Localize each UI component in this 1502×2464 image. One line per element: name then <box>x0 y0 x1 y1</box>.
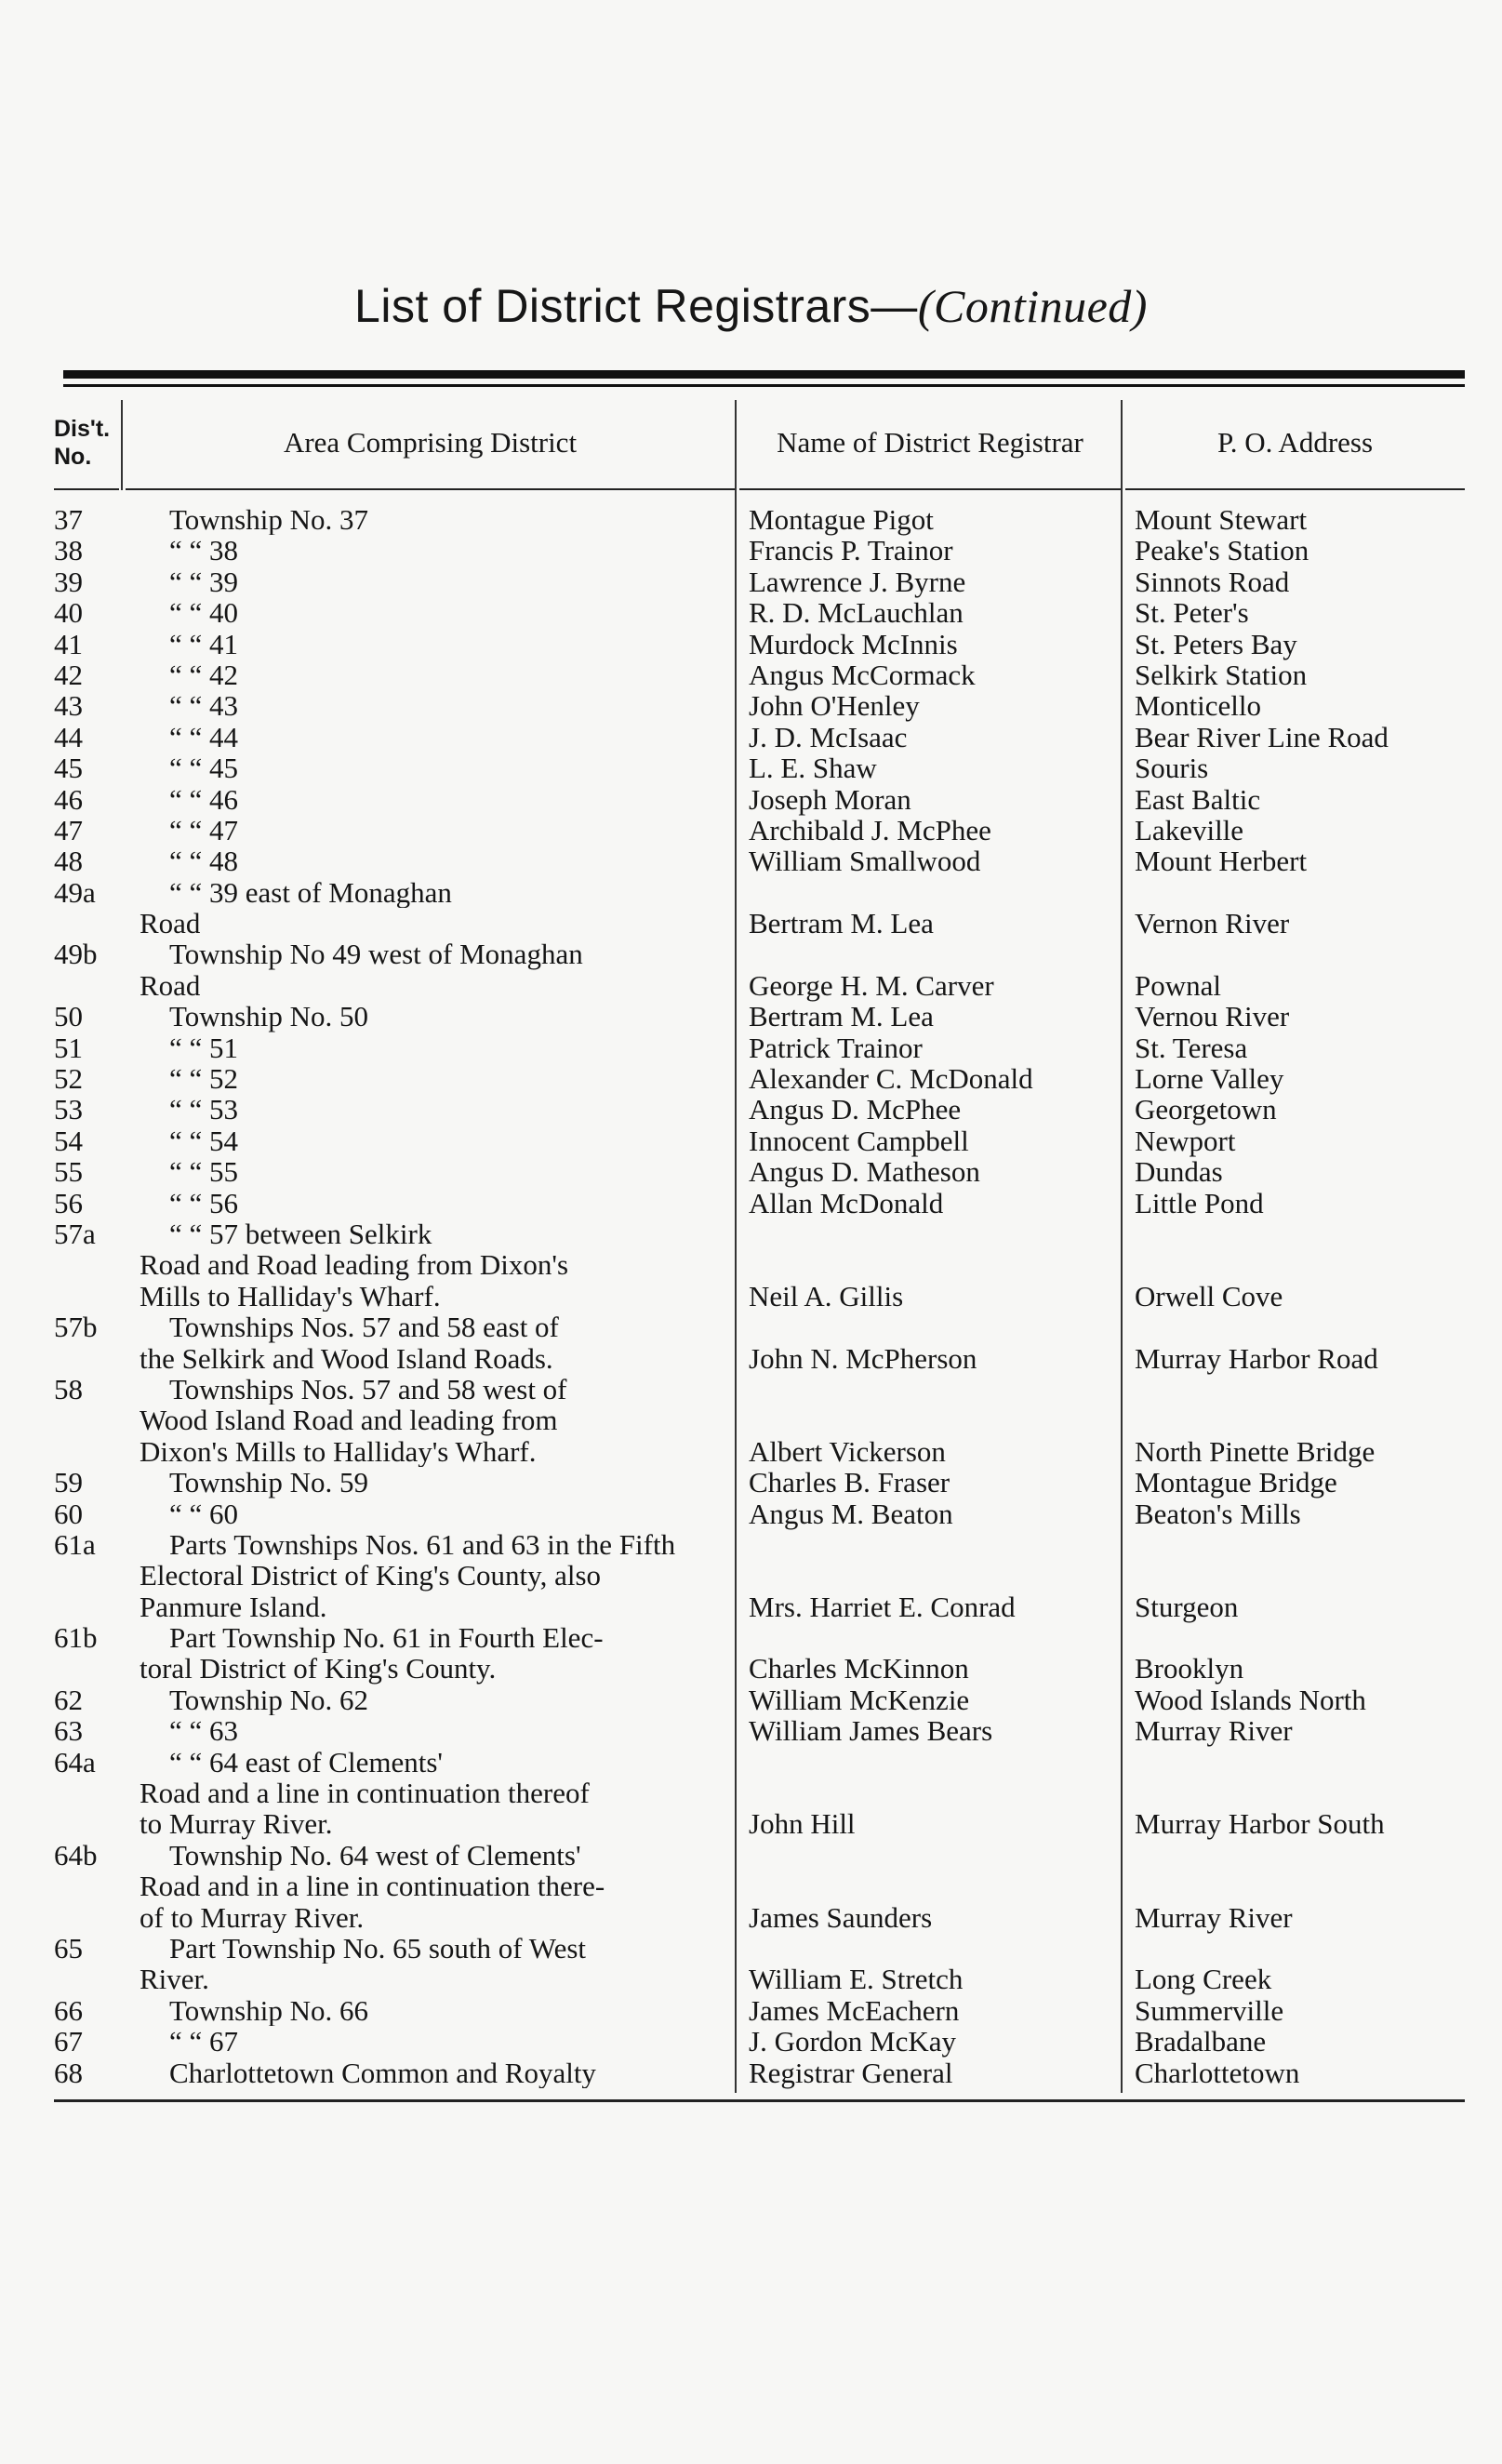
table-row <box>0 970 1502 1001</box>
table-row <box>0 1871 1502 1901</box>
area-cell: Part Township No. 65 south of West <box>169 1932 587 1965</box>
table-row <box>0 877 1502 908</box>
address-cell: Mount Stewart <box>1135 503 1308 536</box>
table-row <box>0 1312 1502 1342</box>
area-cell: of to Murray River. <box>140 1901 365 1933</box>
address-cell: Brooklyn <box>1135 1652 1244 1685</box>
dist-no-cell: 49b <box>54 938 98 971</box>
address-cell: Mount Herbert <box>1135 845 1308 878</box>
registrar-name-cell: Patrick Trainor <box>749 1031 923 1064</box>
registrar-name-cell: John O'Henley <box>749 689 920 723</box>
dist-no-cell: 50 <box>54 1000 83 1033</box>
area-cell: “ “ 42 <box>169 659 239 691</box>
registrar-name-cell: James Saunders <box>749 1900 933 1934</box>
dist-no-cell: 58 <box>54 1372 83 1405</box>
area-cell: Township No. 59 <box>169 1467 368 1498</box>
dist-no-cell: 51 <box>54 1031 83 1064</box>
dist-no-cell: 60 <box>54 1497 83 1530</box>
area-cell: the Selkirk and Wood Island Roads. <box>140 1342 553 1374</box>
table-row <box>0 1467 1502 1498</box>
dist-no-cell: 67 <box>54 2025 83 2058</box>
registrar-name-cell: Bertram M. Lea <box>749 1000 934 1033</box>
table-row <box>0 1685 1502 1715</box>
area-cell: “ “ 48 <box>169 846 239 877</box>
column-header-address: P. O. Address <box>1216 426 1374 459</box>
address-cell: Pownal <box>1135 968 1221 1002</box>
area-cell: Township No. 64 west of Clements' <box>169 1839 581 1871</box>
address-cell: Monticello <box>1135 689 1262 723</box>
title-continued: (Continued) <box>917 280 1148 332</box>
area-cell: “ “ 64 east of Clements' <box>169 1746 443 1778</box>
dist-no-cell: 37 <box>54 503 83 536</box>
registrar-name-cell: Angus D. Matheson <box>749 1155 980 1189</box>
address-cell: St. Peter's <box>1135 596 1249 630</box>
dist-no-cell: 61b <box>54 1621 98 1655</box>
registrar-name-cell: William E. Stretch <box>749 1963 964 1996</box>
address-cell: Bear River Line Road <box>1135 720 1389 753</box>
table-row <box>0 535 1502 566</box>
area-cell: Electoral District of King's County, also <box>140 1560 602 1592</box>
area-cell: “ “ 46 <box>169 783 239 815</box>
registrar-name-cell: Murdock McInnis <box>749 627 958 660</box>
table-row <box>0 597 1502 628</box>
address-cell: Sturgeon <box>1135 1590 1239 1623</box>
registrar-name-cell: John N. McPherson <box>749 1341 977 1375</box>
dist-no-cell: 63 <box>54 1714 83 1748</box>
area-cell: Road <box>140 969 201 1002</box>
area-cell: “ “ 53 <box>169 1094 239 1125</box>
table-row <box>0 659 1502 690</box>
area-cell: “ “ 41 <box>169 628 239 659</box>
area-cell: Township No 49 west of Monaghan <box>169 939 583 970</box>
address-cell: St. Teresa <box>1135 1031 1248 1064</box>
table-row <box>0 1063 1502 1094</box>
address-cell: Lakeville <box>1135 813 1244 846</box>
area-cell: Charlottetown Common and Royalty <box>169 2057 596 2088</box>
table-row <box>0 1498 1502 1529</box>
area-cell: “ “ 39 <box>169 566 239 598</box>
registrar-name-cell: George H. M. Carver <box>749 968 994 1002</box>
address-cell: East Baltic <box>1135 782 1261 816</box>
table-row <box>0 1219 1502 1249</box>
table-row <box>0 1032 1502 1063</box>
table-row <box>0 1343 1502 1374</box>
address-cell: Newport <box>1135 1124 1236 1157</box>
dist-no-cell: 64a <box>54 1745 96 1778</box>
table-row <box>0 566 1502 597</box>
area-cell: Township No. 50 <box>169 1001 368 1032</box>
address-cell: Peake's Station <box>1135 534 1309 567</box>
area-cell: Township No. 66 <box>169 1994 368 2027</box>
table-row <box>0 815 1502 846</box>
dist-no-cell: 45 <box>54 752 83 785</box>
address-cell: Souris <box>1135 752 1209 785</box>
area-cell: Part Township No. 61 in Fourth Elec- <box>169 1622 604 1654</box>
header-rule-thin <box>63 384 1465 387</box>
table-row <box>0 846 1502 876</box>
area-cell: Township No. 62 <box>169 1684 368 1716</box>
dist-no-cell: 54 <box>54 1124 83 1157</box>
table-bottom-rule <box>54 2099 1465 2102</box>
registrar-name-cell: Neil A. Gillis <box>749 1279 904 1312</box>
dist-no-cell: 44 <box>54 720 83 753</box>
registrar-name-cell: Montague Pigot <box>749 503 934 536</box>
area-cell: “ “ 56 <box>169 1187 239 1219</box>
table-row <box>0 629 1502 659</box>
dist-no-cell: 64b <box>54 1838 98 1871</box>
address-cell: Murray Harbor Road <box>1135 1341 1378 1375</box>
registrar-name-cell: Joseph Moran <box>749 782 911 816</box>
registrar-name-cell: Angus D. McPhee <box>749 1093 962 1126</box>
registrar-name-cell: Angus M. Beaton <box>749 1497 953 1530</box>
registrar-name-cell: John Hill <box>749 1807 856 1841</box>
registrar-name-cell: Archibald J. McPhee <box>749 813 991 846</box>
table-row <box>0 690 1502 721</box>
dist-no-cell: 52 <box>54 1062 83 1096</box>
address-cell: Little Pond <box>1135 1186 1264 1219</box>
address-cell: Murray River <box>1135 1900 1293 1934</box>
dist-no-cell: 59 <box>54 1466 83 1499</box>
title-main: List of District Registrars— <box>354 280 918 332</box>
dist-no-cell: 57a <box>54 1217 96 1250</box>
area-cell: “ “ 43 <box>169 690 239 722</box>
dist-no-cell: 42 <box>54 658 83 691</box>
registrar-name-cell: Francis P. Trainor <box>749 534 953 567</box>
area-cell: “ “ 55 <box>169 1156 239 1188</box>
area-cell: “ “ 54 <box>169 1125 239 1157</box>
page-title <box>0 279 1502 333</box>
area-cell: Dixon's Mills to Halliday's Wharf. <box>140 1435 537 1468</box>
table-row <box>0 1808 1502 1839</box>
registrar-name-cell: William McKenzie <box>749 1683 970 1716</box>
area-cell: “ “ 44 <box>169 721 239 753</box>
table-row <box>0 1778 1502 1808</box>
registrar-name-cell: Angus McCormack <box>749 658 976 691</box>
area-cell: Wood Island Road and leading from <box>140 1405 558 1436</box>
table-row <box>0 1281 1502 1312</box>
table-row <box>0 1249 1502 1280</box>
area-cell: “ “ 60 <box>169 1498 239 1529</box>
address-cell: Sinnots Road <box>1135 565 1290 598</box>
area-cell: Mills to Halliday's Wharf. <box>140 1280 441 1312</box>
table-row <box>0 1902 1502 1933</box>
header-rule-thick <box>63 370 1465 379</box>
registrar-name-cell: Registrar General <box>749 2056 953 2089</box>
address-cell: Dundas <box>1135 1155 1223 1189</box>
table-row <box>0 2058 1502 2088</box>
area-cell: Road <box>140 908 201 939</box>
area-cell: Townships Nos. 57 and 58 west of <box>169 1373 567 1405</box>
registrar-name-cell: Lawrence J. Byrne <box>749 565 966 598</box>
dist-no-cell: 68 <box>54 2056 83 2089</box>
area-cell: “ “ 38 <box>169 535 239 566</box>
dist-no-cell: 66 <box>54 1993 83 2027</box>
address-cell: Bradalbane <box>1135 2025 1267 2058</box>
address-cell: Murray River <box>1135 1714 1293 1748</box>
table-row <box>0 1529 1502 1560</box>
registrar-name-cell: Allan McDonald <box>749 1186 944 1219</box>
area-cell: “ “ 52 <box>169 1063 239 1095</box>
registrar-name-cell: Bertram M. Lea <box>749 907 934 940</box>
table-row <box>0 1933 1502 1964</box>
area-cell: “ “ 47 <box>169 814 239 846</box>
table-row <box>0 1436 1502 1467</box>
registrar-name-cell: R. D. McLauchlan <box>749 596 964 630</box>
dist-no-cell: 40 <box>54 596 83 630</box>
header-underline-name <box>739 488 1121 490</box>
table-row <box>0 504 1502 535</box>
registrar-name-cell: Mrs. Harriet E. Conrad <box>749 1590 1016 1623</box>
table-row <box>0 2026 1502 2057</box>
dist-no-cell: 47 <box>54 813 83 846</box>
dist-no-cell: 56 <box>54 1186 83 1219</box>
table-row <box>0 939 1502 969</box>
header-underline-address <box>1125 488 1465 490</box>
header-underline-area <box>126 488 735 490</box>
address-cell: Vernon River <box>1135 907 1290 940</box>
registrar-name-cell: J. Gordon McKay <box>749 2025 956 2058</box>
area-cell: Township No. 37 <box>169 504 368 536</box>
dist-no-cell: 48 <box>54 845 83 878</box>
header-underline-no <box>54 488 119 490</box>
table-row <box>0 1715 1502 1746</box>
table-row <box>0 1560 1502 1591</box>
area-cell: Road and in a line in continuation there- <box>140 1871 605 1902</box>
dist-no-cell: 62 <box>54 1683 83 1716</box>
table-row <box>0 908 1502 939</box>
table-row <box>0 1405 1502 1435</box>
registrar-name-cell: L. E. Shaw <box>749 752 877 785</box>
table-row <box>0 1840 1502 1871</box>
area-cell: toral District of King's County. <box>140 1653 497 1685</box>
table-row <box>0 1622 1502 1653</box>
table-row <box>0 1188 1502 1219</box>
table-row <box>0 1156 1502 1187</box>
address-cell: Orwell Cove <box>1135 1279 1283 1312</box>
table-row <box>0 1374 1502 1405</box>
table-row <box>0 1592 1502 1622</box>
dist-no-cell: 65 <box>54 1931 83 1965</box>
area-cell: to Murray River. <box>140 1808 333 1840</box>
area-cell: Road and Road leading from Dixon's <box>140 1249 569 1281</box>
address-cell: Montague Bridge <box>1135 1466 1337 1499</box>
table-row <box>0 1001 1502 1032</box>
address-cell: St. Peters Bay <box>1135 627 1297 660</box>
table-row <box>0 1964 1502 1994</box>
dist-no-cell: 57b <box>54 1311 98 1344</box>
address-cell: Selkirk Station <box>1135 658 1308 691</box>
area-cell: “ “ 40 <box>169 597 239 629</box>
area-cell: “ “ 45 <box>169 753 239 784</box>
area-cell: “ “ 63 <box>169 1715 239 1747</box>
column-header-area: Area Comprising District <box>283 426 578 459</box>
address-cell: Charlottetown <box>1135 2056 1300 2089</box>
dist-no-cell: 43 <box>54 689 83 723</box>
address-cell: Vernou River <box>1135 1000 1290 1033</box>
table-row <box>0 753 1502 783</box>
table-row <box>0 1125 1502 1156</box>
dist-no-cell: 38 <box>54 534 83 567</box>
registrar-name-cell: Albert Vickerson <box>749 1434 946 1468</box>
address-cell: North Pinette Bridge <box>1135 1434 1376 1468</box>
registrar-name-cell: Innocent Campbell <box>749 1124 969 1157</box>
table-row <box>0 1094 1502 1125</box>
table-row <box>0 722 1502 753</box>
registrar-name-cell: Alexander C. McDonald <box>749 1062 1033 1096</box>
column-header-name: Name of District Registrar <box>777 426 1083 459</box>
area-cell: “ “ 67 <box>169 2026 239 2058</box>
registrar-name-cell: James McEachern <box>749 1993 960 2027</box>
address-cell: Wood Islands North <box>1135 1683 1366 1716</box>
registrar-name-cell: Charles B. Fraser <box>749 1466 950 1499</box>
address-cell: Murray Harbor South <box>1135 1807 1385 1841</box>
table-row <box>0 1995 1502 2026</box>
registrar-name-cell: William James Bears <box>749 1714 993 1748</box>
area-cell: Panmure Island. <box>140 1591 327 1623</box>
area-cell: Townships Nos. 57 and 58 east of <box>169 1312 559 1343</box>
area-cell: “ “ 57 between Selkirk <box>169 1218 432 1250</box>
area-cell: “ “ 51 <box>169 1032 239 1064</box>
address-cell: Summerville <box>1135 1993 1284 2027</box>
dist-no-cell: 46 <box>54 782 83 816</box>
address-cell: Beaton's Mills <box>1135 1497 1301 1530</box>
table-row <box>0 784 1502 815</box>
table-row <box>0 1653 1502 1684</box>
registrar-name-cell: Charles McKinnon <box>749 1652 969 1685</box>
dist-no-cell: 55 <box>54 1155 83 1189</box>
area-cell: Parts Townships Nos. 61 and 63 in the Fifth <box>169 1528 676 1561</box>
dist-no-cell: 39 <box>54 565 83 598</box>
column-divider-no <box>121 400 123 490</box>
dist-no-cell: 61a <box>54 1527 96 1561</box>
area-cell: Road and a line in continuation thereof <box>140 1778 590 1809</box>
address-cell: Georgetown <box>1135 1093 1277 1126</box>
registrar-name-cell: William Smallwood <box>749 845 981 878</box>
column-header-dist-no: Dis't. No. <box>54 416 111 470</box>
dist-no-cell: 53 <box>54 1093 83 1126</box>
registrar-table <box>0 504 1502 2088</box>
area-cell: River. <box>140 1964 209 1995</box>
address-cell: Lorne Valley <box>1135 1062 1284 1096</box>
dist-no-cell: 49a <box>54 875 96 909</box>
address-cell: Long Creek <box>1135 1963 1272 1996</box>
table-row <box>0 1747 1502 1778</box>
registrar-name-cell: J. D. McIsaac <box>749 720 908 753</box>
dist-no-cell: 41 <box>54 627 83 660</box>
area-cell: “ “ 39 east of Monaghan <box>169 876 452 909</box>
